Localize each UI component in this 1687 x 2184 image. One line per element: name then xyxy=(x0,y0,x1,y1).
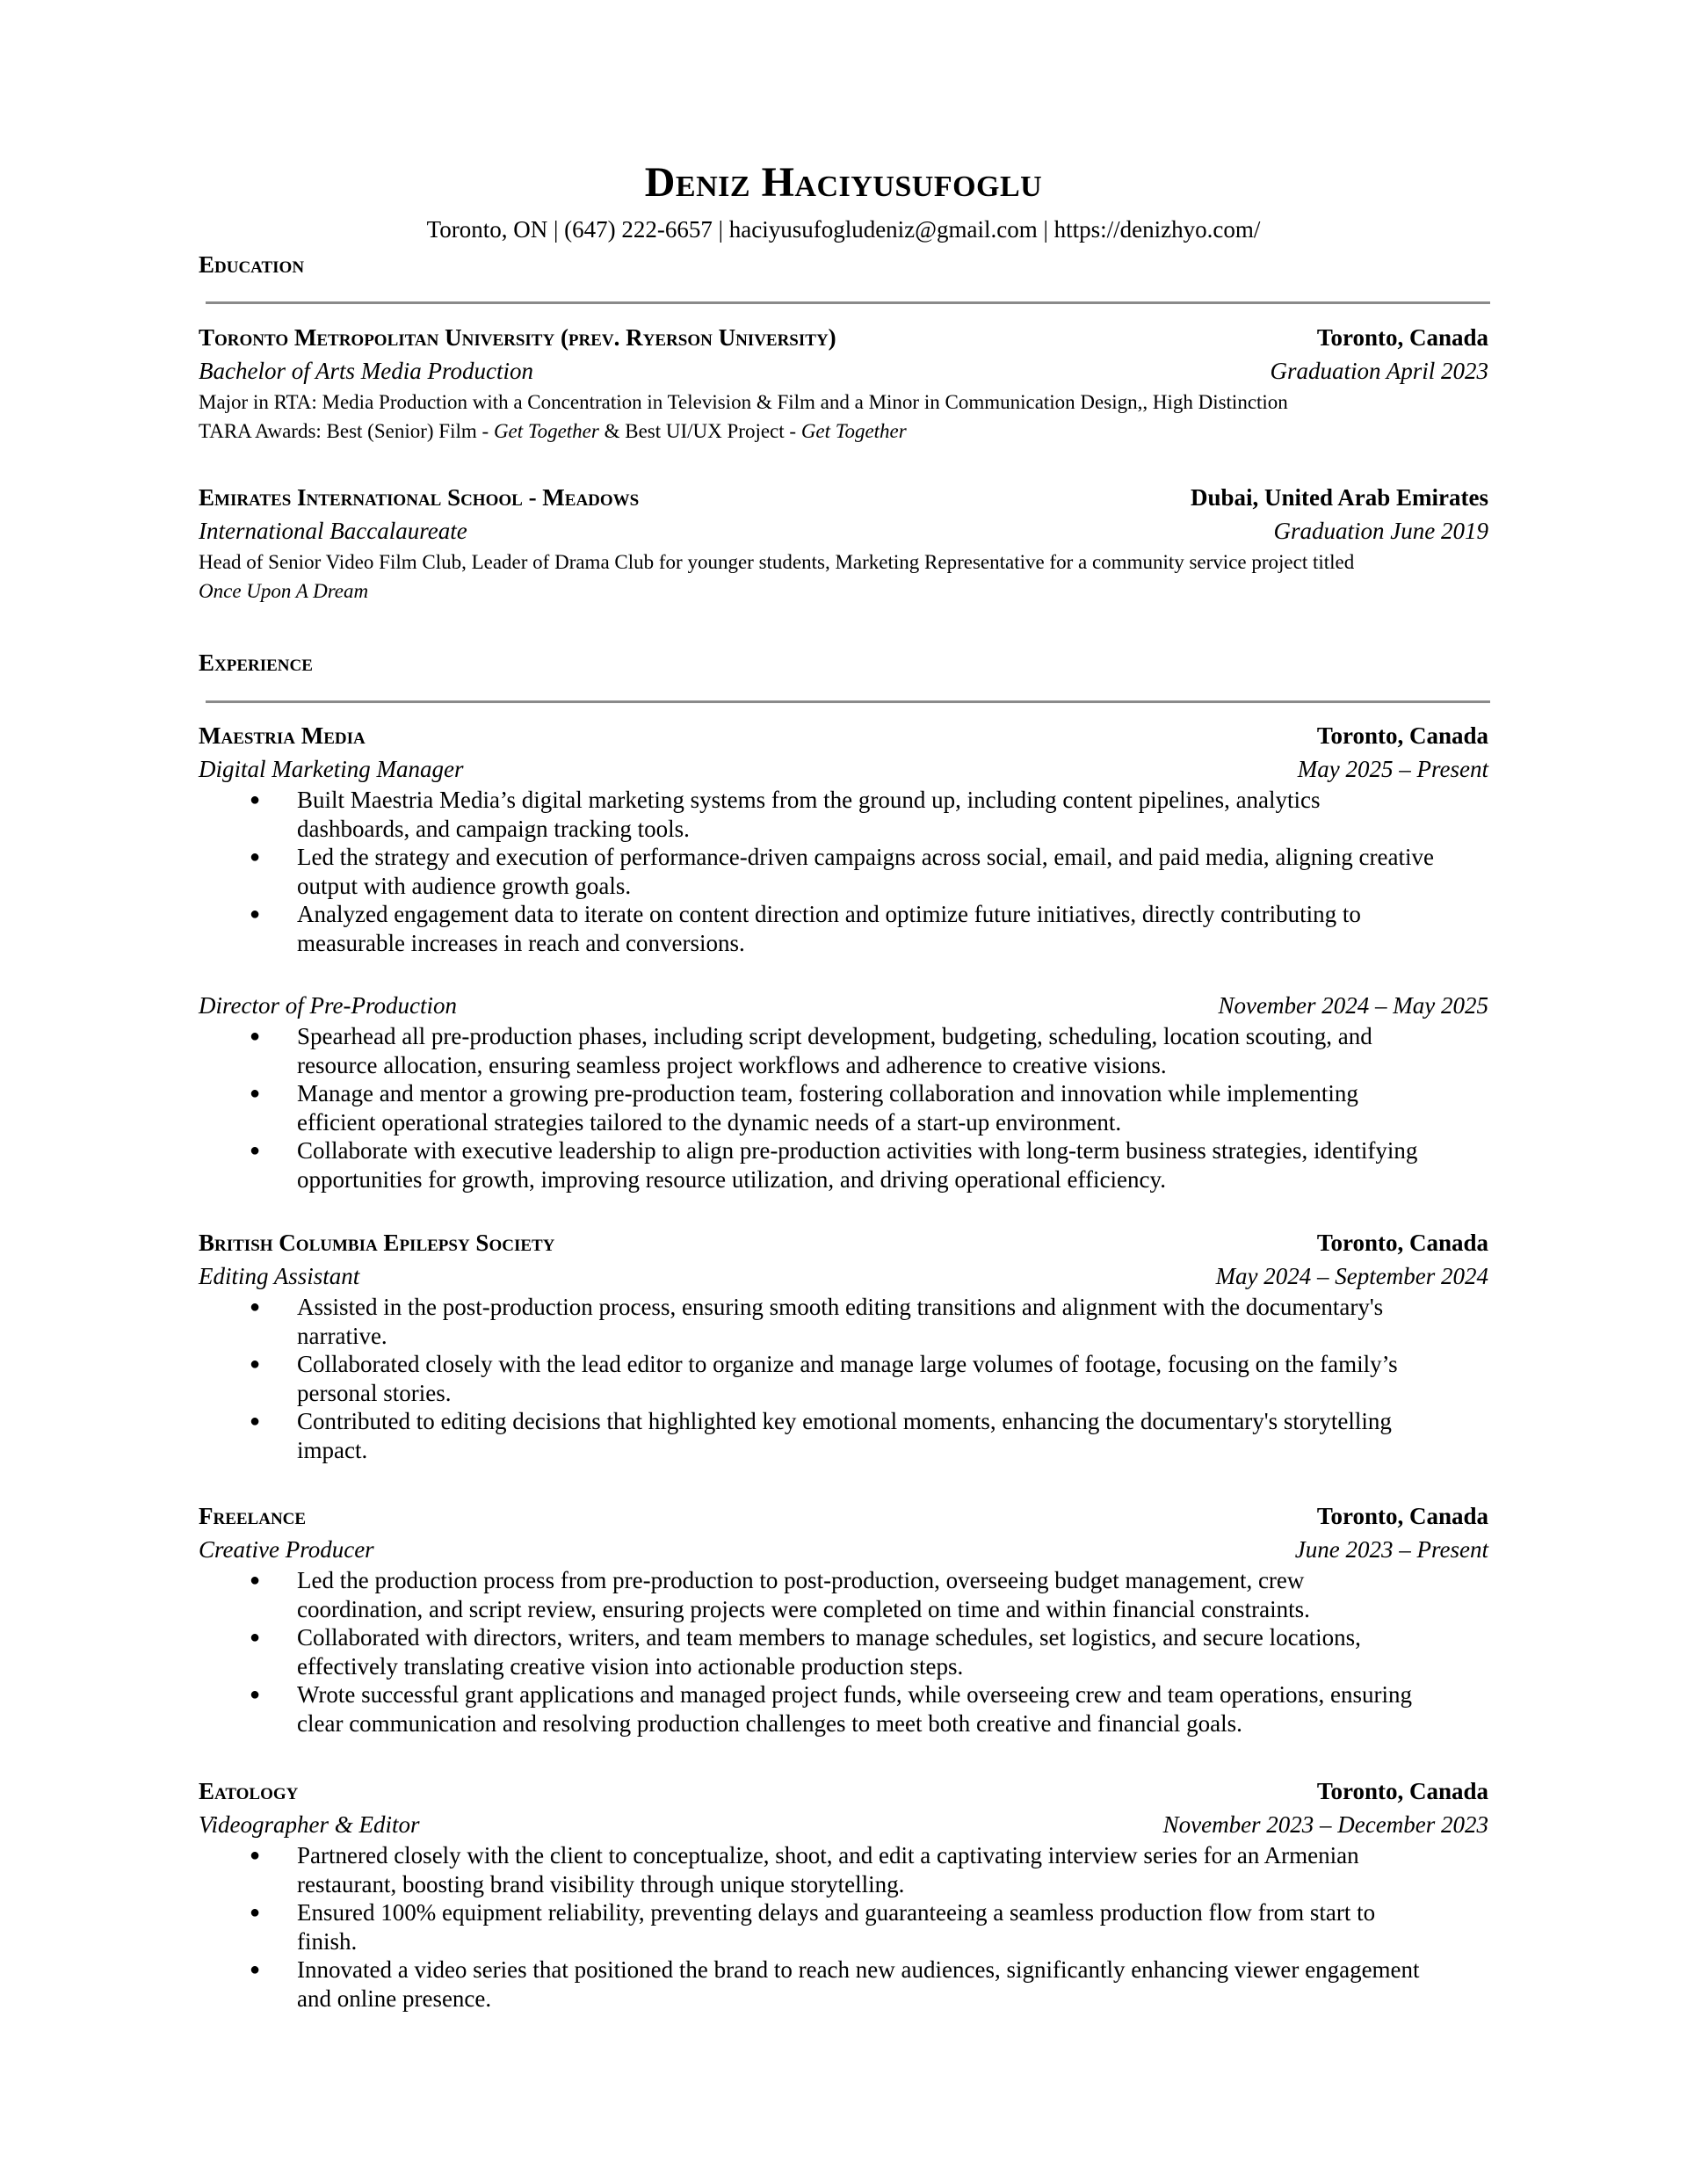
school-name: Toronto Metropolitan University (prev. Ryerson University) xyxy=(199,324,836,351)
company-location: Toronto, Canada xyxy=(1316,1503,1488,1529)
project-title: Once Upon A Dream xyxy=(199,580,369,602)
bullet-icon: ● xyxy=(250,1411,261,1431)
job-dates: November 2024 – May 2025 xyxy=(1218,992,1488,1019)
bullet-icon: ● xyxy=(250,1903,261,1922)
bullet-icon: ● xyxy=(250,904,261,924)
company-location: Toronto, Canada xyxy=(1316,722,1488,749)
bullet-list xyxy=(199,786,1488,957)
bullet-icon: ● xyxy=(250,1685,261,1704)
bullet-icon: ● xyxy=(250,1846,261,1865)
section-divider xyxy=(206,301,1490,304)
experience-entry-eatology xyxy=(199,1774,1488,2013)
degree: International Baccalaureate xyxy=(199,518,467,544)
company-name: British Columbia Epilepsy Society xyxy=(199,1230,555,1256)
company-location: Toronto, Canada xyxy=(1316,1778,1488,1804)
bullet-list xyxy=(199,1841,1488,2013)
bullet-list xyxy=(199,1293,1488,1464)
bullet-icon: ● xyxy=(250,1628,261,1647)
graduation-date: Graduation April 2023 xyxy=(1270,358,1488,384)
bullet-icon: ● xyxy=(250,1960,261,1979)
job-title: Digital Marketing Manager xyxy=(199,756,464,782)
bullet-icon: ● xyxy=(250,1297,261,1317)
job-dates: May 2025 – Present xyxy=(1297,756,1488,782)
list-item: ● Spearhead all pre-production phases, including script development, budgeting, scheduling, location scouting, and resource allocation, ensuring seamless project workflows and adherence to creative visions. xyxy=(250,1023,1372,1078)
company-name: Eatology xyxy=(199,1778,299,1804)
list-item: ● Led the production process from pre-production to post-production, overseeing budget management, crew coordination, and script review, ensuring projects were completed on time and within financial constraints. xyxy=(250,1567,1310,1622)
bullet-icon: ● xyxy=(250,790,261,809)
education-detail: Head of Senior Video Film Club, Leader of Drama Club for younger students, Marketing Representative for a community service project titled xyxy=(199,551,1355,573)
bullet-icon: ● xyxy=(250,1027,261,1046)
list-item: ● Collaborated with directors, writers, and team members to manage schedules, set logistics, and secure locations, effectively translating creative vision into actionable production steps. xyxy=(250,1624,1361,1680)
list-item: ● Manage and mentor a growing pre-production team, fostering collaboration and innovation while implementing efficient operational strategies tailored to the dynamic needs of a start-up environment. xyxy=(250,1080,1358,1136)
graduation-date: Graduation June 2019 xyxy=(1273,518,1488,544)
section-divider xyxy=(206,700,1490,703)
experience-role-preproduction xyxy=(199,989,1488,1194)
job-title: Director of Pre-Production xyxy=(199,992,457,1019)
list-item: ● Ensured 100% equipment reliability, preventing delays and guaranteeing a seamless production flow from start to finish. xyxy=(250,1899,1376,1955)
bullet-icon: ● xyxy=(250,1084,261,1103)
degree: Bachelor of Arts Media Production xyxy=(199,358,533,384)
company-name: Maestria Media xyxy=(199,722,366,749)
list-item: ● Contributed to editing decisions that highlighted key emotional moments, enhancing the documentary's storytelling impact. xyxy=(250,1408,1392,1463)
education-entry-eis xyxy=(199,481,1488,606)
list-item: ● Collaborate with executive leadership to align pre-production activities with long-term business strategies, identifying opportunities for growth, improving resource utilization, and driving operational efficiency. xyxy=(250,1137,1418,1193)
list-item: ● Collaborated closely with the lead editor to organize and manage large volumes of footage, focusing on the family’s personal stories. xyxy=(250,1351,1398,1406)
bullet-icon: ● xyxy=(250,1354,261,1374)
company-location: Toronto, Canada xyxy=(1316,1230,1488,1256)
list-item: ● Innovated a video series that positioned the brand to reach new audiences, significantly enhancing viewer engagement and online presence. xyxy=(250,1956,1420,2012)
bullet-icon: ● xyxy=(250,1571,261,1590)
list-item: ● Partnered closely with the client to conceptualize, shoot, and edit a captivating interview series for an Armenian restaurant, boosting brand visibility through unique storytelling. xyxy=(250,1842,1359,1897)
job-dates: November 2023 – December 2023 xyxy=(1162,1811,1488,1838)
section-title-experience: Experience xyxy=(199,649,313,676)
school-location: Toronto, Canada xyxy=(1316,324,1488,351)
list-item: ● Wrote successful grant applications and managed project funds, while overseeing crew and team operations, ensuring clear communication and resolving production challenges to meet both creative and financial goals. xyxy=(250,1681,1412,1737)
company-name: Freelance xyxy=(199,1503,307,1529)
bullet-icon: ● xyxy=(250,1141,261,1160)
list-item: ● Led the strategy and execution of performance-driven campaigns across social, email, and paid media, aligning creative output with audience growth goals. xyxy=(250,844,1434,899)
bullet-icon: ● xyxy=(250,847,261,867)
job-title: Editing Assistant xyxy=(199,1263,360,1289)
experience-entry-freelance xyxy=(199,1499,1488,1738)
school-location: Dubai, United Arab Emirates xyxy=(1190,484,1488,511)
education-entry-tmu xyxy=(199,321,1488,446)
job-title: Creative Producer xyxy=(199,1536,374,1563)
experience-entry-bces xyxy=(199,1226,1488,1464)
list-item: ● Assisted in the post-production process, ensuring smooth editing transitions and alignment with the documentary's narrative. xyxy=(250,1294,1384,1349)
job-title: Videographer & Editor xyxy=(199,1811,420,1838)
contact-line: Toronto, ON | (647) 222-6657 | haciyusufogludeniz@gmail.com | https://denizhyo.com/ xyxy=(426,216,1261,243)
list-item: ● Built Maestria Media’s digital marketing systems from the ground up, including content pipelines, analytics dashboards, and campaign tracking tools. xyxy=(250,787,1321,842)
school-name: Emirates International School - Meadows xyxy=(199,484,640,511)
section-title-education: Education xyxy=(199,251,305,278)
education-detail: Major in RTA: Media Production with a Concentration in Television & Film and a Minor in Communication Design,, High Distinction xyxy=(199,391,1288,413)
candidate-name: Deniz Haciyusufoglu xyxy=(644,159,1043,206)
job-dates: May 2024 – September 2024 xyxy=(1215,1263,1488,1289)
awards-line: TARA Awards: Best (Senior) Film - Get Together & Best UI/UX Project - Get Together xyxy=(199,420,907,442)
experience-entry-maestria xyxy=(199,719,1488,957)
bullet-list xyxy=(199,1566,1488,1738)
job-dates: June 2023 – Present xyxy=(1294,1536,1488,1563)
bullet-list xyxy=(199,1022,1488,1194)
list-item: ● Analyzed engagement data to iterate on content direction and optimize future initiatives, directly contributing to measurable increases in reach and conversions. xyxy=(250,901,1361,956)
